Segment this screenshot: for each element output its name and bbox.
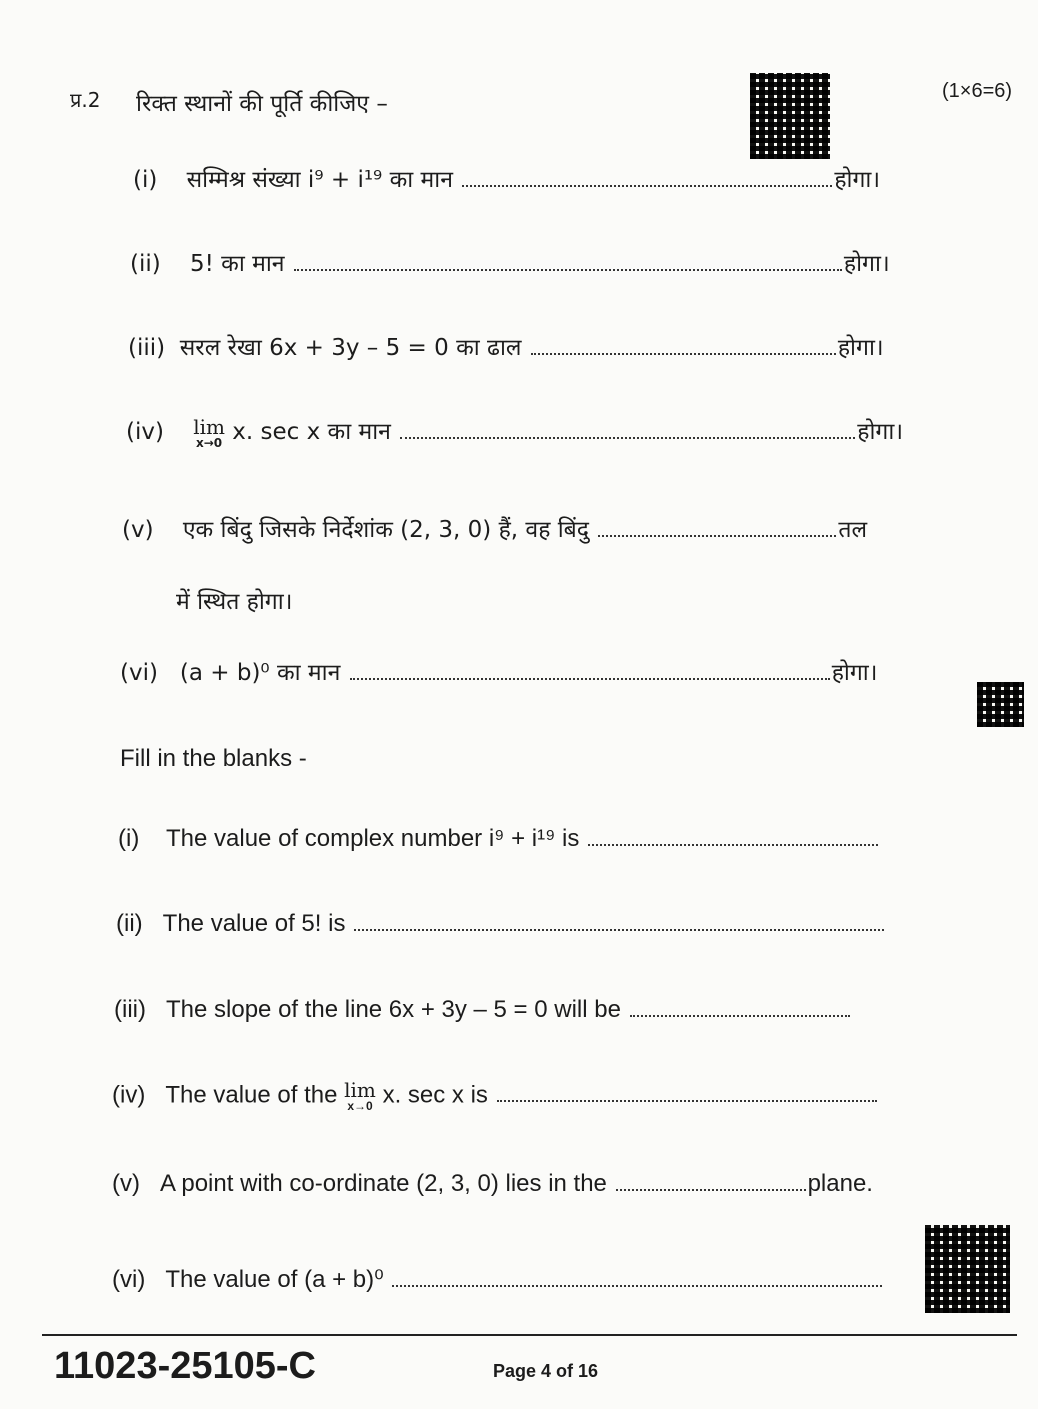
- paper-code: 11023-25105-C: [54, 1345, 316, 1387]
- hindi-item-4: (iv) lim x→0 x. sec x का मान होगा।: [126, 414, 904, 450]
- english-heading: Fill in the blanks -: [120, 745, 307, 772]
- question-instruction: रिक्त स्थानों की पूर्ति कीजिए –: [136, 91, 388, 117]
- qr-code: [977, 682, 1024, 727]
- hindi-item-6: (vi) (a + b)⁰ का मान होगा।: [120, 660, 878, 686]
- hindi-item-3: (iii) सरल रेखा 6x + 3y – 5 = 0 का ढाल होगा।: [128, 335, 884, 361]
- datamatrix-code-bottom: [925, 1225, 1010, 1313]
- datamatrix-code: [750, 73, 830, 159]
- english-item-4: (iv) The value of the lim x→0 x. sec x is: [112, 1080, 879, 1112]
- hindi-item-1: (i) सम्मिश्र संख्या i⁹ + i¹⁹ का मान होगा।: [133, 167, 881, 193]
- english-item-3: (iii) The slope of the line 6x + 3y – 5 = 0 will be: [114, 996, 852, 1024]
- english-item-2: (ii) The value of 5! is: [116, 910, 886, 938]
- limit-notation: lim x→0: [193, 414, 225, 450]
- question-number: प्र.2: [70, 88, 101, 112]
- english-item-1: (i) The value of complex number i⁹ + i¹⁹ is: [118, 825, 880, 853]
- footer-divider: [42, 1334, 1017, 1336]
- english-item-5: (v) A point with co-ordinate (2, 3, 0) lies in the plane.: [112, 1170, 873, 1197]
- page-number: Page 4 of 16: [493, 1361, 599, 1381]
- hindi-item-5: (v) एक बिंदु जिसके निर्देशांक (2, 3, 0) हैं, वह बिंदु तल: [122, 517, 868, 543]
- english-item-6: (vi) The value of (a + b)⁰: [112, 1265, 884, 1294]
- marks-label: (1×6=6): [942, 80, 1013, 102]
- hindi-item-2: (ii) 5! का मान होगा।: [130, 251, 890, 277]
- limit-notation-en: lim x→0: [344, 1078, 376, 1113]
- hindi-item-5-continuation: में स्थित होगा।: [176, 589, 293, 615]
